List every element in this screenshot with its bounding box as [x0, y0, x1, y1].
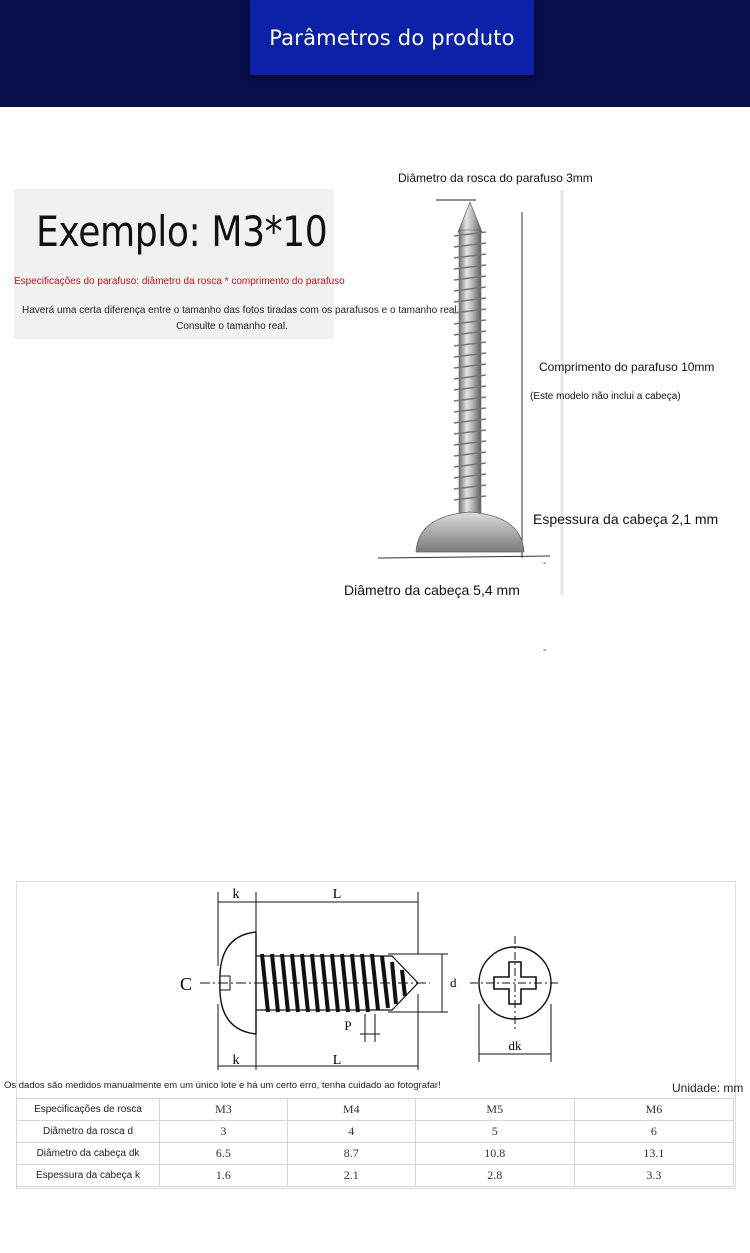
dim-L-bottom: L — [332, 1053, 342, 1068]
table-row — [17, 1121, 734, 1143]
size-note-line-1: Haverá uma certa diferença entre o tamanho das fotos tiradas com os parafusos e o tamanho real. — [22, 305, 460, 316]
spec-format-line: Especificações do parafuso: diâmetro da rosca * comprimento do parafuso — [14, 276, 345, 287]
table-cell: M3 — [160, 1099, 288, 1121]
row-label: Diâmetro da rosca d — [17, 1121, 160, 1143]
measurement-note: Os dados são medidos manualmente em um único lote e há um certo erro, tenha cuidado ao fotografar! — [4, 1080, 441, 1091]
length-label: Comprimento do parafuso 10mm — [539, 360, 715, 374]
dim-P: P — [344, 1018, 352, 1033]
dim-c: C — [180, 974, 193, 994]
thread-diameter-label: Diâmetro da rosca do parafuso 3mm — [398, 171, 593, 185]
table-cell: 3 — [160, 1121, 288, 1143]
dim-L-top: L — [332, 887, 342, 902]
parameter-table — [16, 1098, 734, 1187]
table-row — [17, 1143, 734, 1165]
table-cell: 10.8 — [415, 1143, 574, 1165]
table-cell: 2.8 — [415, 1165, 574, 1187]
table-cell: 8.7 — [287, 1143, 415, 1165]
table-row — [17, 1165, 734, 1187]
table-cell: M5 — [415, 1099, 574, 1121]
dim-k-top: k — [232, 887, 240, 902]
table-cell: 6 — [574, 1121, 733, 1143]
example-title: Exemplo: M3*10 — [36, 207, 328, 256]
table-cell: 1.6 — [160, 1165, 288, 1187]
dim-d: d — [450, 975, 457, 990]
length-note-label: (Este modelo não inclui a cabeça) — [530, 391, 681, 402]
title-box — [250, 0, 534, 75]
table-cell: M6 — [574, 1099, 733, 1121]
table-cell: 2.1 — [287, 1165, 415, 1187]
row-label: Especificações de rosca — [17, 1099, 160, 1121]
table-cell: 3.3 — [574, 1165, 733, 1187]
dim-dk: dk — [508, 1038, 522, 1053]
dash-mark: - — [543, 558, 547, 569]
row-label: Diâmetro da cabeça dk — [17, 1143, 160, 1165]
table-cell: 5 — [415, 1121, 574, 1143]
dash-mark: - — [543, 645, 547, 656]
size-note-line-2: Consulte o tamanho real. — [176, 321, 288, 332]
unit-label: Unidade: mm — [672, 1081, 744, 1095]
table-cell: 6.5 — [160, 1143, 288, 1165]
table-cell: M4 — [287, 1099, 415, 1121]
page-title: Parâmetros do produto — [269, 25, 515, 50]
row-label: Espessura da cabeça k — [17, 1165, 160, 1187]
technical-drawing — [160, 884, 580, 1074]
table-row — [17, 1099, 734, 1121]
table-cell: 4 — [287, 1121, 415, 1143]
head-thickness-label: Espessura da cabeça 2,1 mm — [533, 511, 719, 527]
dim-k-bottom: k — [232, 1053, 240, 1068]
table-cell: 13.1 — [574, 1143, 733, 1165]
head-diameter-label: Diâmetro da cabeça 5,4 mm — [344, 582, 520, 598]
